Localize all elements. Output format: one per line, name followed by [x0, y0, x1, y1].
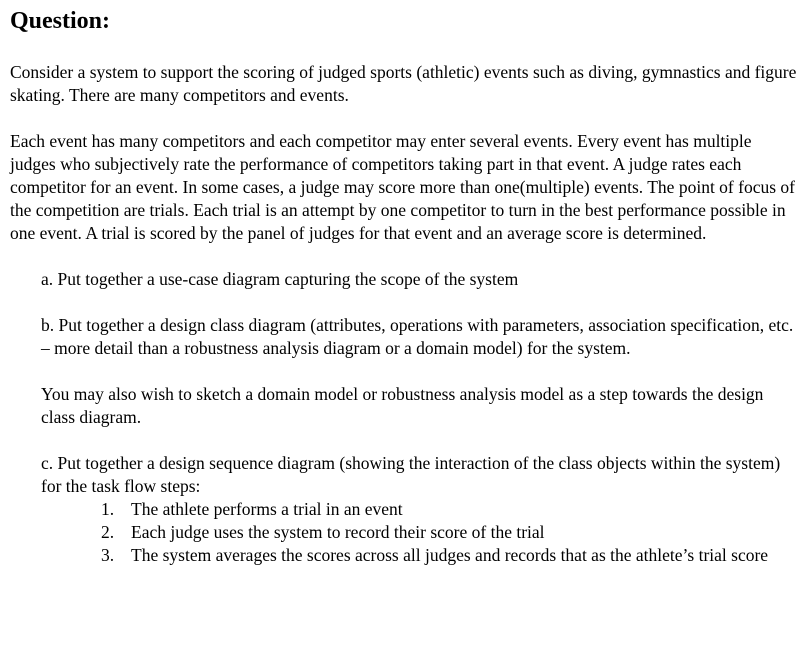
- intro-paragraph: Consider a system to support the scoring of judged sports (athletic) events such as diving, gymnastics and figure skating. There are many competitors and events.: [10, 62, 797, 105]
- description-paragraph: Each event has many competitors and each competitor may enter several events. Every event has multiple judges who subjectively rate the performance of competitors taking part in that event. A judge rates each competitor for an event. In some cases, a judge may score more than one(multiple) events. The point of focus of the competition are trials. Each trial is an attempt by one competitor to turn in the best performance possible in one event. A trial is scored by the panel of judges for that event and an average score is determined.: [10, 131, 795, 243]
- tasks-section: [41, 268, 800, 567]
- task-flow-step: [101, 521, 800, 544]
- step-number: 3.: [101, 545, 115, 565]
- step-number: 2.: [101, 522, 115, 542]
- step-text: The system averages the scores across all judges and records that as the athlete’s trial score: [131, 545, 769, 565]
- step-text: The athlete performs a trial in an event: [131, 499, 403, 519]
- part-b-text: b. Put together a design class diagram (attributes, operations with parameters, association specification, etc. – more detail than a robustness analysis diagram or a domain model) for the system.: [41, 315, 794, 358]
- task-flow-step: [101, 544, 800, 567]
- part-a-text: a. Put together a use-case diagram capturing the scope of the system: [41, 269, 519, 289]
- task-flow-steps-list: [101, 498, 800, 567]
- task-flow-step: [101, 498, 800, 521]
- step-number: 1.: [101, 499, 115, 519]
- step-text: Each judge uses the system to record their score of the trial: [131, 522, 545, 542]
- question-heading: Question:: [10, 8, 111, 34]
- part-c-text: c. Put together a design sequence diagram (showing the interaction of the class objects within the system) for the task flow steps:: [41, 453, 781, 496]
- note-text: You may also wish to sketch a domain model or robustness analysis model as a step towards the design class diagram.: [41, 384, 764, 427]
- question-document: [10, 6, 800, 567]
